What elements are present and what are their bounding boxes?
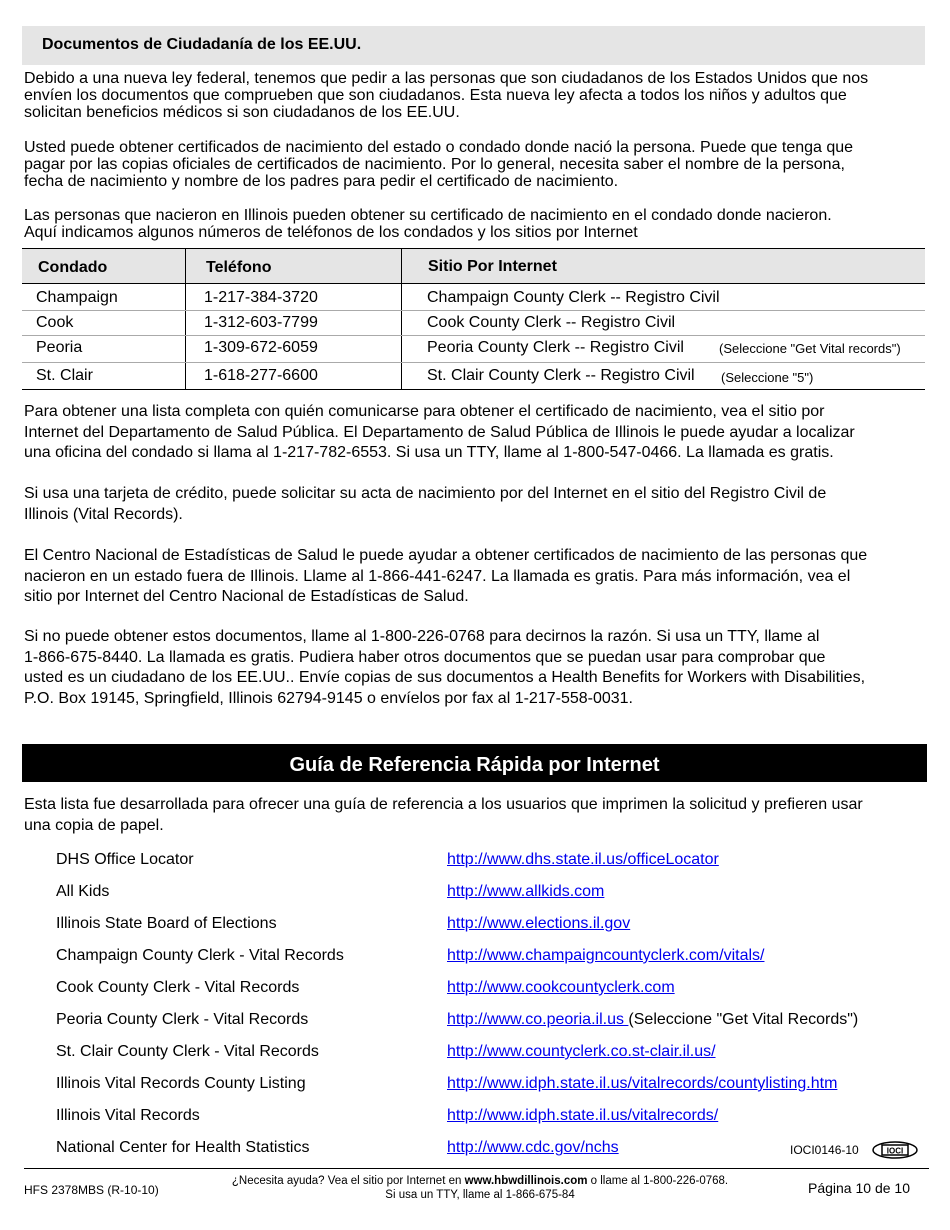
text-line: Si usa una tarjeta de crédito, puede solicitar su acta de nacimiento por del Internet en el sitio del Registro Civil de <box>24 485 827 502</box>
text-line: Aquí indicamos algunos números de teléfonos de los condados y los sitios por Internet <box>24 224 638 241</box>
reference-link[interactable]: http://www.idph.state.il.us/vitalrecords/ <box>447 1107 719 1124</box>
paragraph-birth-certificates <box>24 139 929 190</box>
logo-text: IOCI <box>886 1146 904 1156</box>
table-cell-site <box>427 289 720 307</box>
table-column-divider <box>185 249 186 389</box>
paragraph-public-health <box>24 402 929 464</box>
text-line: Usted puede obtener certificados de nacimiento del estado o condado donde nació la persona. Puede que tenga que <box>24 139 854 156</box>
reference-link[interactable]: http://www.co.peoria.il.us <box>447 1011 629 1028</box>
text-line: sitio por Internet del Centro Nacional de Estadísticas de Salud. <box>24 588 469 605</box>
reference-note: (Seleccione "Get Vital Records") <box>628 1011 859 1028</box>
section-header <box>22 26 925 65</box>
table-cell-county: Peoria <box>36 339 83 356</box>
table-column-divider <box>401 249 402 389</box>
reference-label: St. Clair County Clerk - Vital Records <box>56 1043 319 1060</box>
text-line: solicitan beneficios médicos si son ciudadanos de los EE.UU. <box>24 104 460 121</box>
help-site[interactable]: www.hbwdillinois.com <box>464 1175 588 1187</box>
text-line: Esta lista fue desarrollada para ofrecer una guía de referencia a los usuarios que imprimen la solicitud y prefieren usar <box>24 796 863 813</box>
table-cell-phone: 1-309-672-6059 <box>204 339 318 356</box>
reference-label: Illinois State Board of Elections <box>56 915 277 932</box>
footer-tty-line: Si usa un TTY, llame al 1-866-675-84 <box>385 1189 575 1201</box>
reference-label: Illinois Vital Records County Listing <box>56 1075 306 1092</box>
reference-link[interactable]: http://www.idph.state.il.us/vitalrecords/countylisting.htm <box>447 1075 838 1092</box>
column-header-county: Condado <box>38 259 108 276</box>
table-row-divider <box>22 310 925 311</box>
section-title: Documentos de Ciudadanía de los EE.UU. <box>42 36 362 53</box>
reference-link[interactable]: http://www.dhs.state.il.us/officeLocator <box>447 851 719 868</box>
column-header-site: Sitio Por Internet <box>428 258 557 275</box>
site-text: Cook County Clerk -- Registro Civil <box>427 314 676 331</box>
text-line: Para obtener una lista completa con quién comunicarse para obtener el certificado de nacimiento, vea el sitio por <box>24 403 825 420</box>
reference-link-with-note <box>447 1011 858 1029</box>
reference-link[interactable]: http://www.cookcountyclerk.com <box>447 979 675 996</box>
reference-link[interactable]: http://www.elections.il.gov <box>447 915 631 932</box>
text-line: envíen los documentos que comprueben que son ciudadanos. Esta nueva ley afecta a todos los niños y adultos que <box>24 87 847 104</box>
column-header-phone: Teléfono <box>206 259 272 276</box>
footer-rule <box>24 1168 929 1169</box>
table-header-rule <box>22 283 925 284</box>
table-row-divider <box>22 362 925 363</box>
site-text: Champaign County Clerk -- Registro Civil <box>427 289 720 306</box>
text-line: P.O. Box 19145, Springfield, Illinois 62794-9145 o envíelos por fax al 1-217-558-0031. <box>24 689 633 707</box>
text-line: nacieron en un estado fuera de Illinois. Llame al 1-866-441-6247. La llamada es gratis. Para más información, vea el <box>24 567 851 585</box>
reference-label: DHS Office Locator <box>56 851 194 868</box>
paragraph-national-center <box>24 546 929 608</box>
text-line: usted es un ciudadano de los EE.UU.. Envíe copias de sus documentos a Health Benefits for Workers with Disabilities, <box>24 669 866 686</box>
text-line: Debido a una nueva ley federal, tenemos que pedir a las personas que son ciudadanos de los Estados Unidos que nos <box>24 70 869 87</box>
help-prefix: ¿Necesita ayuda? Vea el sitio por Internet en <box>231 1175 465 1187</box>
footer-help <box>190 1174 770 1202</box>
reference-link[interactable]: http://www.cdc.gov/nchs <box>447 1139 619 1156</box>
reference-label: Cook County Clerk - Vital Records <box>56 979 300 996</box>
table-cell-county: St. Clair <box>36 367 93 384</box>
table-cell-phone: 1-312-603-7799 <box>204 314 318 331</box>
site-note: (Seleccione "Get Vital records") <box>719 341 901 356</box>
reference-link[interactable]: http://www.champaigncountyclerk.com/vitals/ <box>447 947 765 964</box>
form-number: HFS 2378MBS (R-10-10) <box>24 1183 159 1197</box>
text-line: una oficina del condado si llama al 1-217-782-6553. Si usa un TTY, llame al 1-800-547-0466. La llamada es gratis. <box>24 444 834 461</box>
help-suffix: o llame al 1-800-226-0768. <box>587 1175 729 1187</box>
paragraph-contact <box>24 627 929 709</box>
reference-link[interactable]: http://www.allkids.com <box>447 883 605 900</box>
table-row-divider <box>22 335 925 336</box>
guide-header <box>22 744 927 782</box>
table-cell-county: Champaign <box>36 289 118 306</box>
text-line: El Centro Nacional de Estadísticas de Salud le puede ayudar a obtener certificados de nacimiento de las personas que <box>24 547 868 564</box>
paragraph-illinois-born <box>24 207 929 241</box>
paragraph-credit-card <box>24 484 929 525</box>
table-cell-phone: 1-618-277-6600 <box>204 367 318 384</box>
table-cell-site <box>427 367 814 385</box>
reference-link[interactable]: http://www.countyclerk.co.st-clair.il.us/ <box>447 1043 716 1060</box>
table-cell-site <box>427 314 675 332</box>
table-bottom-rule <box>22 389 925 390</box>
text-line: 1-866-675-8440. La llamada es gratis. Pudiera haber otros documentos que se puedan usar para comprobar que <box>24 648 826 666</box>
page-number: Página 10 de 10 <box>808 1180 910 1196</box>
paragraph-federal-law <box>24 70 929 121</box>
form-code: IOCI0146-10 <box>790 1143 859 1157</box>
text-line: fecha de nacimiento y nombre de los padres para pedir el certificado de nacimiento. <box>24 173 619 190</box>
site-text: St. Clair County Clerk -- Registro Civil <box>427 367 695 384</box>
table-cell-phone: 1-217-384-3720 <box>204 289 318 306</box>
text-line: Las personas que nacieron en Illinois pueden obtener su certificado de nacimiento en el condado donde nacieron. <box>24 207 832 224</box>
text-line: Internet del Departamento de Salud Pública. El Departamento de Salud Pública de Illinois le puede ayudar a localizar <box>24 423 855 441</box>
reference-label: National Center for Health Statistics <box>56 1139 310 1156</box>
reference-label: Illinois Vital Records <box>56 1107 200 1124</box>
text-line: pagar por las copias oficiales de certificados de nacimiento. Por lo general, necesita saber el nombre de la persona, <box>24 156 845 173</box>
reference-label: All Kids <box>56 883 110 900</box>
text-line: una copia de papel. <box>24 816 164 834</box>
reference-label: Champaign County Clerk - Vital Records <box>56 947 344 964</box>
ioci-logo-icon <box>872 1141 918 1159</box>
text-line: Si no puede obtener estos documentos, llame al 1-800-226-0768 para decirnos la razón. Si usa un TTY, llame al <box>24 628 820 645</box>
reference-label: Peoria County Clerk - Vital Records <box>56 1011 309 1028</box>
text-line: Illinois (Vital Records). <box>24 505 183 523</box>
guide-intro <box>24 795 929 836</box>
guide-title: Guía de Referencia Rápida por Internet <box>289 754 660 776</box>
site-text: Peoria County Clerk -- Registro Civil <box>427 339 684 356</box>
table-cell-county: Cook <box>36 314 74 331</box>
footer-help-line <box>190 1174 770 1188</box>
table-cell-site <box>427 339 901 357</box>
site-note: (Seleccione "5") <box>721 370 814 385</box>
